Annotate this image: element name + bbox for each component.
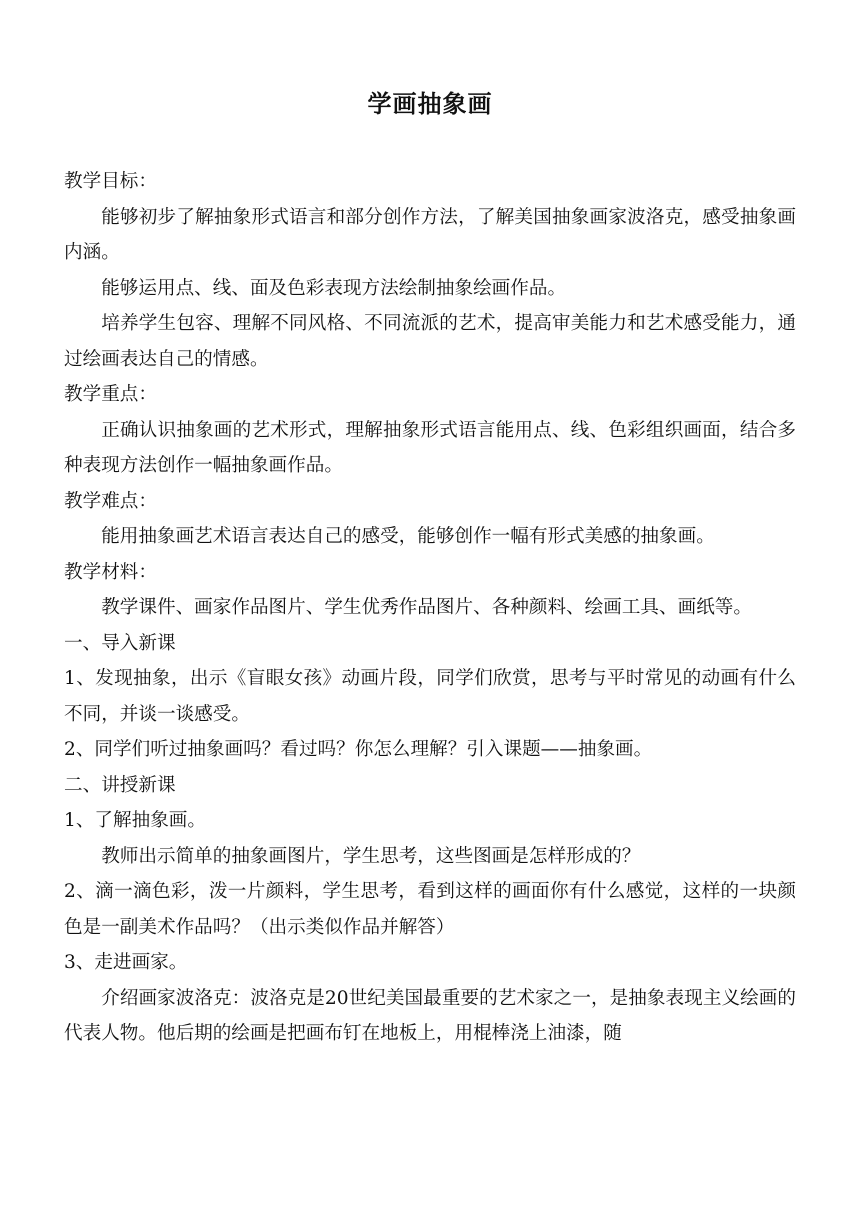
paragraph: 二、讲授新课 — [64, 774, 176, 796]
paragraph: 2、同学们听过抽象画吗？看过吗？你怎么理解？引入课题——抽象画。 — [64, 739, 653, 760]
document-body — [64, 164, 796, 1052]
paragraph: 1、发现抽象，出示《盲眼女孩》动画片段，同学们欣赏，思考与平时常见的动画有什么不同，并谈一谈感受。 — [64, 668, 796, 725]
paragraph: 一、导入新课 — [64, 632, 176, 654]
paragraph: 教学目标： — [64, 171, 157, 192]
paragraph: 教学重点： — [64, 384, 157, 405]
paragraph: 教学难点： — [64, 490, 157, 512]
paragraph: 正确认识抽象画的艺术形式，理解抽象形式语言能用点、线、色彩组织画面，结合多种表现方法创作一幅抽象画作品。 — [64, 419, 796, 476]
document-title: 学画抽象画 — [367, 89, 493, 118]
paragraph: 1、了解抽象画。 — [64, 810, 206, 831]
paragraph: 介绍画家波洛克：波洛克是20世纪美国最重要的艺术家之一，是抽象表现主义绘画的代表人物。他后期的绘画是把画布钉在地板上，用棍棒浇上油漆，随 — [64, 987, 796, 1044]
paragraph: 能够初步了解抽象形式语言和部分创作方法，了解美国抽象画家波洛克，感受抽象画内涵。 — [64, 206, 796, 263]
paragraph: 教学课件、画家作品图片、学生优秀作品图片、各种颜料、绘画工具、画纸等。 — [101, 597, 752, 618]
paragraph: 能用抽象画艺术语言表达自己的感受，能够创作一幅有形式美感的抽象画。 — [101, 526, 715, 547]
paragraph: 教师出示简单的抽象画图片，学生思考，这些图画是怎样形成的？ — [101, 845, 641, 867]
paragraph: 3、走进画家。 — [64, 952, 188, 973]
paragraph: 培养学生包容、理解不同风格、不同流派的艺术，提高审美能力和艺术感受能力，通过绘画表达自己的情感。 — [64, 313, 796, 370]
paragraph: 2、滴一滴色彩，泼一片颜料，学生思考，看到这样的画面你有什么感觉，这样的一块颜色是一副美术作品吗？（出示类似作品并解答） — [64, 881, 796, 938]
paragraph: 能够运用点、线、面及色彩表现方法绘制抽象绘画作品。 — [101, 277, 567, 299]
paragraph: 教学材料： — [64, 561, 157, 583]
